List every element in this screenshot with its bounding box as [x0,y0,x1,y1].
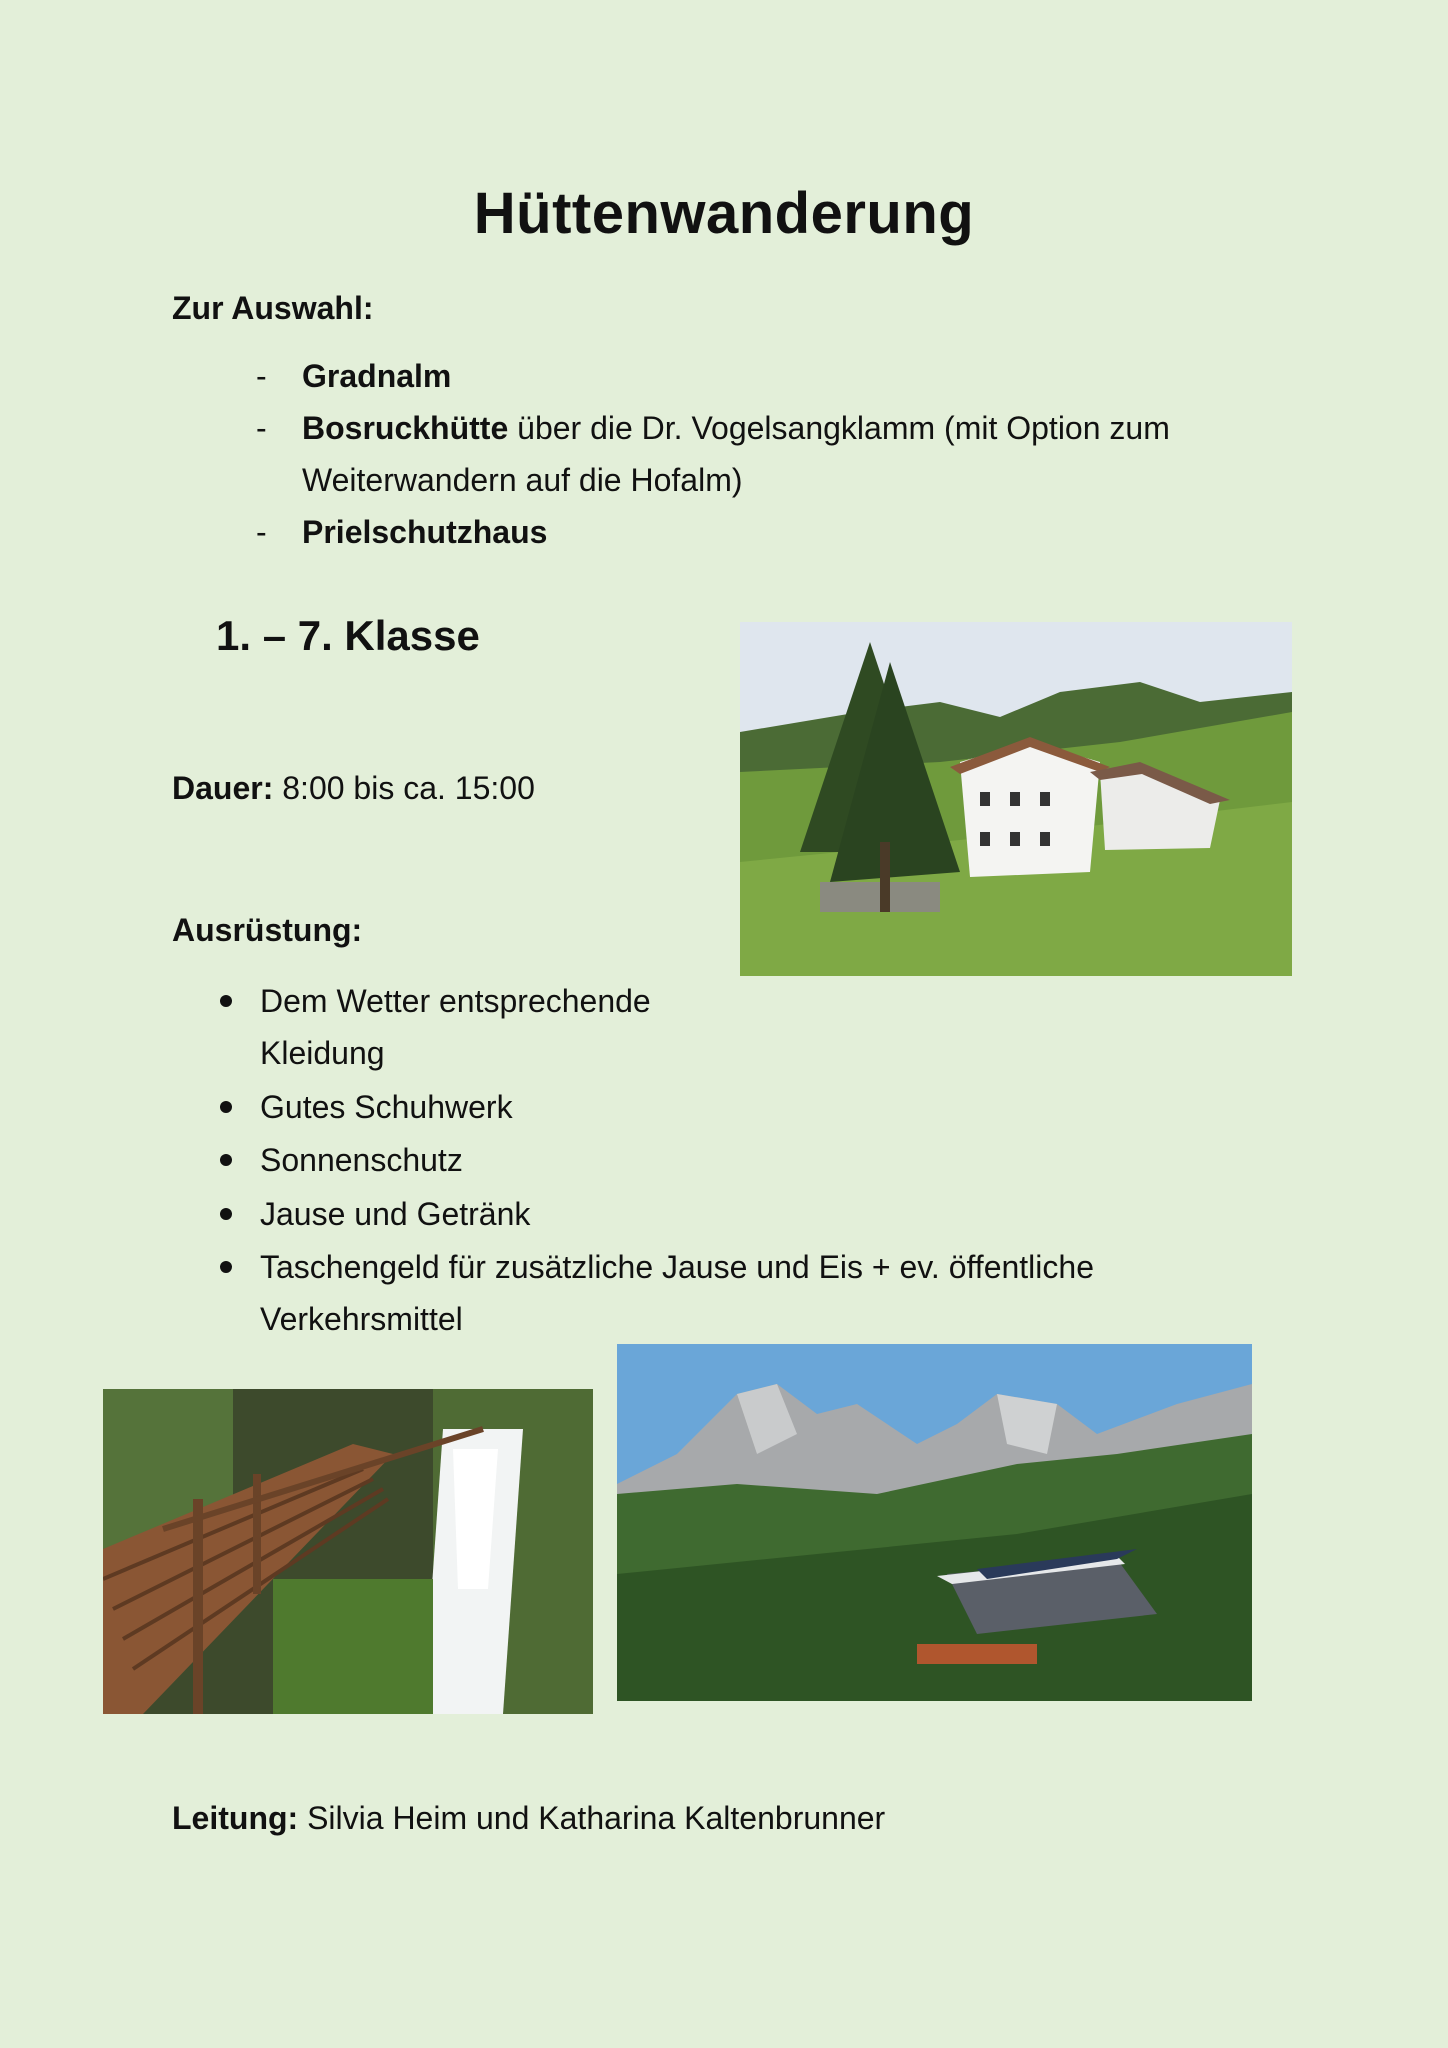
alpine-hut-meadow-photo [740,622,1292,976]
hut-route: über die Dr. Vogelsangklamm (mit Option zum [508,410,1170,446]
leader-label: Leitung: [172,1800,299,1836]
grade-range: 1. – 7. Klasse [216,612,480,659]
hut-name: Bosruckhütte [302,410,509,446]
mountain-hut-peaks-photo [617,1344,1252,1701]
equipment-text: Taschengeld für zusätzliche Jause und Eis + ev. öffentliche [260,1249,1094,1285]
bullet-marker [220,1101,232,1113]
dash-marker: - [256,514,267,550]
list-item [256,506,548,558]
dash-marker: - [256,410,267,446]
list-item [260,1241,1200,1345]
equipment-text: Dem Wetter entsprechende [260,983,651,1019]
gorge-waterfall-boardwalk-photo [103,1389,593,1714]
bullet-marker [220,995,232,1007]
list-item [256,350,452,402]
bullet-marker [220,1208,232,1220]
bullet-marker [220,1154,232,1166]
list-item [256,402,1170,506]
equipment-text-continued: Verkehrsmittel [260,1301,463,1337]
duration-label: Dauer: [172,770,274,806]
list-item [260,975,1200,1079]
equipment-text: Sonnenschutz [260,1142,463,1178]
equipment-heading: Ausrüstung: [172,912,363,948]
hut-route-continued: Weiterwandern auf die Hofalm) [302,462,743,498]
duration-value: 8:00 bis ca. 15:00 [273,770,535,806]
list-item [260,1188,1200,1240]
duration [172,762,535,814]
page-title: Hüttenwanderung [473,181,975,246]
leader [172,1792,885,1844]
hut-name: Gradnalm [302,358,452,394]
equipment-text-continued: Kleidung [260,1035,385,1071]
list-item [260,1134,1200,1186]
dash-marker: - [256,358,267,394]
leader-value: Silvia Heim und Katharina Kaltenbrunner [298,1800,886,1836]
hut-name: Prielschutzhaus [302,514,548,550]
selection-heading: Zur Auswahl: [172,290,374,326]
equipment-text: Jause und Getränk [260,1196,531,1232]
bullet-marker [220,1261,232,1273]
equipment-text: Gutes Schuhwerk [260,1089,513,1125]
list-item [260,1081,1200,1133]
